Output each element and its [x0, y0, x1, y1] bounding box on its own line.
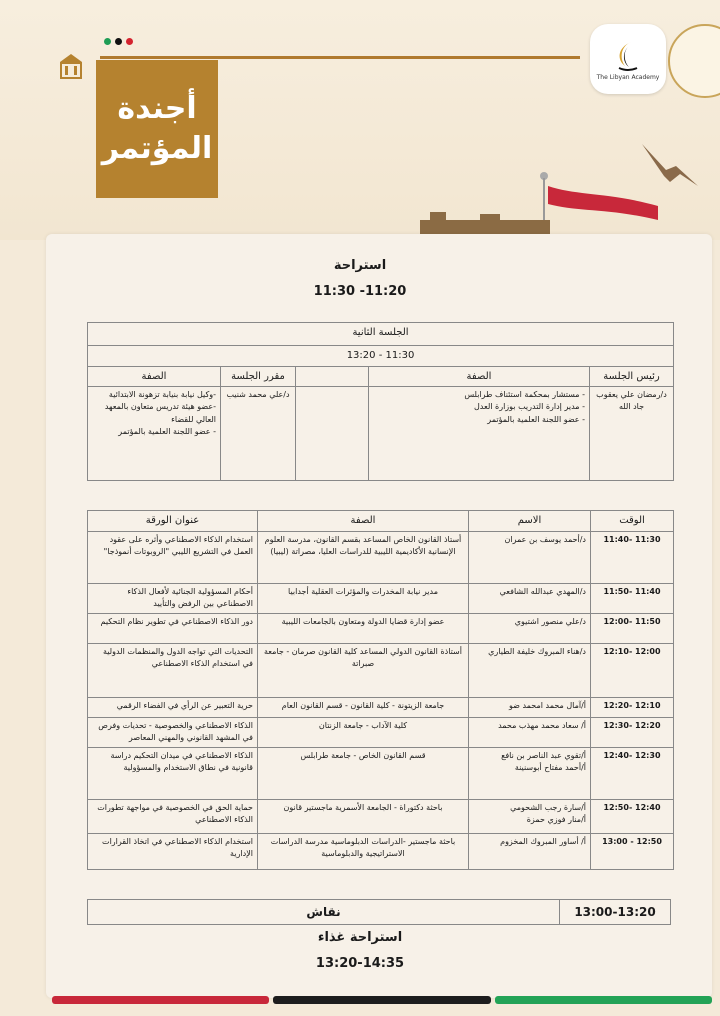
- row-role: أستاذة القانون الدولي المساعد كلية القانون صرمان - جامعة صبراتة: [258, 643, 469, 697]
- session-time: 11:30 - 13:20: [88, 346, 674, 367]
- presenter-name: أ/تقوي عبد الناصر بن نافع: [501, 750, 586, 760]
- row-name: [469, 697, 591, 717]
- session-title: الجلسة الثانية: [88, 323, 674, 346]
- presenter-name: أ/سارة رجب الشحومي: [510, 802, 586, 812]
- presenter-name: أ/أحمد مفتاح أبوسنينة: [514, 762, 586, 772]
- row-paper-title: حرية التعبير عن الرأي في الفضاء الرقمي: [88, 697, 258, 717]
- row-name: [469, 717, 591, 747]
- presenter-name: د/أحمد يوسف بن عمران: [504, 534, 586, 544]
- table-row: [88, 833, 674, 869]
- discussion-label: نقاش: [88, 900, 560, 925]
- row-role: عضو إدارة قضايا الدولة ومتعاون بالجامعات الليبية: [258, 613, 469, 643]
- academy-logo: [590, 24, 666, 94]
- break-label: استراحة: [333, 258, 387, 273]
- flame-logo-icon: [611, 38, 645, 72]
- row-paper-title: الذكاء الاصطناعي في ميدان التحكيم دراسة قانونية في نطاق الاستخدام والمسؤولية: [88, 747, 258, 799]
- row-time: 11:30 -11:40: [591, 531, 674, 583]
- dot-green: [104, 38, 111, 45]
- presenter-name: د/علي منصور اشتيوي: [514, 616, 586, 626]
- row-paper-title: التحديات التي تواجه الدول والمنظمات الدولية في استخدام الذكاء الاصطناعي: [88, 643, 258, 697]
- table-row: [88, 747, 674, 799]
- row-time: 12:30 -12:40: [591, 747, 674, 799]
- rapporteur-roles: [88, 387, 221, 481]
- rapporteur-role-line: - عضو اللجنة العلمية بالمؤتمر: [118, 427, 216, 437]
- presenter-name: أ/آمال محمد امحمد ضو: [509, 700, 586, 710]
- dot-black: [115, 38, 122, 45]
- lunch-label: استراحة غذاء: [317, 930, 403, 945]
- row-time: 12:10 -12:20: [591, 697, 674, 717]
- row-role: أستاذ القانون الخاص المساعد بقسم القانون، مدرسة العلوم الإنسانية الأكاديمية الليبية للدراسات العليا، مصراتة (ليبيا): [258, 531, 469, 583]
- chair-name: د/رمضان علي يعقوب جاد الله: [590, 387, 674, 481]
- row-time: 12:40 -12:50: [591, 799, 674, 833]
- banner-title-line1: أجندة: [117, 90, 197, 126]
- chair-role-header: الصفة: [369, 366, 590, 387]
- chair-roles: [369, 387, 590, 481]
- discussion-time: 13:00-13:20: [560, 900, 671, 925]
- row-role: جامعة الزيتونة - كلية القانون - قسم القانون العام: [258, 697, 469, 717]
- row-time: 12:20 -12:30: [591, 717, 674, 747]
- building-icon: [58, 52, 84, 80]
- flag-graphic: [548, 186, 658, 226]
- row-name: [469, 833, 591, 869]
- row-role: باحثة دكتوراة - الجامعة الأسمرية ماجستير قانون: [258, 799, 469, 833]
- table-row: [88, 583, 674, 613]
- presenter-name: أ/ سعاد محمد مهذب محمد: [498, 720, 586, 730]
- rapporteur-role-line: -عضو هيئة تدريس متعاون بالمعهد العالي للقضاء: [104, 402, 216, 424]
- table-row: [88, 613, 674, 643]
- schedule-table: [87, 510, 674, 870]
- lunch-time: 13:20-14:35: [315, 956, 405, 971]
- empty-cell: [296, 387, 369, 481]
- bottom-bar-green: [495, 996, 712, 1004]
- bottom-bar-red: [52, 996, 269, 1004]
- rapporteur-name: د/علي محمد شنيب: [221, 387, 296, 481]
- row-role: قسم القانون الخاص - جامعة طرابلس: [258, 747, 469, 799]
- rapporteur-role-line: -وكيل نيابة بنيابة تزهونة الابتدائية: [108, 390, 216, 399]
- row-name: [469, 583, 591, 613]
- row-name: [469, 531, 591, 583]
- row-name: [469, 799, 591, 833]
- role-header: الصفة: [258, 511, 469, 532]
- row-time: 12:00 -12:10: [591, 643, 674, 697]
- row-name: [469, 643, 591, 697]
- break-time: 11:30 -11:20: [313, 284, 407, 299]
- name-header: الاسم: [469, 511, 591, 532]
- table-row: [88, 717, 674, 747]
- presenter-name: أ/منار فوزي حمزة: [526, 814, 586, 824]
- bottom-bar-black: [273, 996, 490, 1004]
- row-time: 11:40 -11:50: [591, 583, 674, 613]
- chair-role-line: - مدير إدارة التدريب بوزارة العدل: [473, 402, 585, 412]
- table-row: [88, 799, 674, 833]
- empty-header-cell: [296, 366, 369, 387]
- time-header: الوقت: [591, 511, 674, 532]
- row-paper-title: استخدام الذكاء الاصطناعي في اتخاذ القرارات الإدارية: [88, 833, 258, 869]
- row-paper-title: دور الذكاء الاصطناعي في تطوير نظام التحكيم: [88, 613, 258, 643]
- academy-logo-subtitle: The Libyan Academy: [596, 73, 660, 81]
- row-time: 11:50 -12:00: [591, 613, 674, 643]
- row-time: 12:50 - 13:00: [591, 833, 674, 869]
- row-name: [469, 747, 591, 799]
- row-paper-title: استخدام الذكاء الاصطناعي وأثره على عقود العمل في التشريع الليبي "الروبوتات أنموذجا": [88, 531, 258, 583]
- presenter-name: د/هناء المبروك خليفة الطياري: [488, 646, 586, 656]
- row-paper-title: الذكاء الاصطناعي والخصوصية - تحديات وفرص في المشهد القانوني والمهني المعاصر: [88, 717, 258, 747]
- rapporteur-role-header: الصفة: [88, 366, 221, 387]
- chair-role-line: - مستشار بمحكمة استئناف طرابلس: [464, 390, 585, 399]
- discussion-table: [87, 899, 671, 925]
- row-role: مدير نيابة المخدرات والمؤثرات العقلية أجدابيا: [258, 583, 469, 613]
- row-paper-title: حماية الحق في الخصوصية في مواجهة تطورات الذكاء الاصطناعي: [88, 799, 258, 833]
- row-role: باحثة ماجستير -الدراسات الدبلوماسية مدرسة الدراسات الاستراتيجية والدبلوماسية: [258, 833, 469, 869]
- header-rule: [100, 56, 580, 59]
- session-table: [87, 322, 674, 481]
- color-dots: [104, 38, 133, 45]
- row-paper-title: أحكام المسؤولية الجنائية لأفعال الذكاء الاصطناعي بين الرفض والتأييد: [88, 583, 258, 613]
- table-row: [88, 643, 674, 697]
- banner-title-line2: المؤتمر: [101, 131, 213, 166]
- agenda-banner: [96, 60, 218, 198]
- chair-header: رئيس الجلسة: [590, 366, 674, 387]
- bottom-color-bars: [52, 996, 712, 1004]
- table-row: [88, 697, 674, 717]
- row-role: كلية الآداب - جامعة الزنتان: [258, 717, 469, 747]
- row-name: [469, 613, 591, 643]
- dot-red: [126, 38, 133, 45]
- rapporteur-header: مقرر الجلسة: [221, 366, 296, 387]
- presenter-name: أ/ أساور المبروك المخزوم: [500, 836, 586, 846]
- presenter-name: د/المهدي عبدالله الشافعي: [499, 586, 586, 596]
- chair-role-line: - عضو اللجنة العلمية بالمؤتمر: [487, 414, 585, 424]
- paper-header: عنوان الورقة: [88, 511, 258, 532]
- table-row: [88, 531, 674, 583]
